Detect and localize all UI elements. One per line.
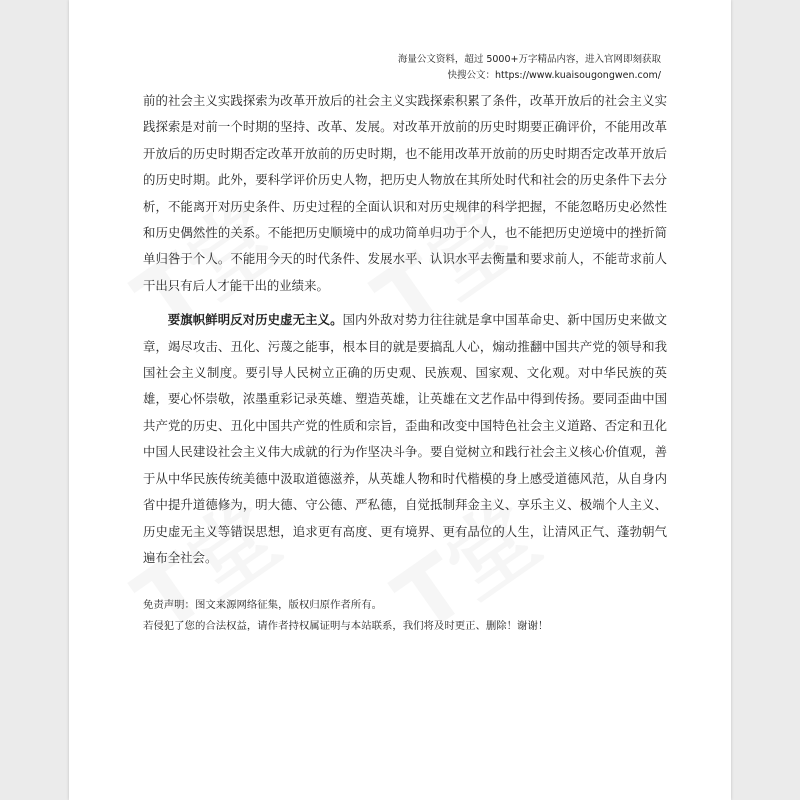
- paragraph-1: 前的社会主义实践探索为改革开放后的社会主义实践探索积累了条件，改革开放后的社会主义实践探索是对前一个时期的坚持、改革、发展。对改革开放前的历史时期要正确评价，不能用改革开放后的历史时期否定改革开放前的历史时期，也不能用改革开放前的历史时期否定改革开放后的历史时期。此外，要科学评价历史人物，把历史人物放在其所处时代和社会的历史条件下去分析，不能离开对历史条件、历史过程的全面认识和对历史规律的科学把握，不能忽略历史必然性和历史偶然性的关系。不能把历史顺境中的成功简单归功于个人，也不能把历史逆境中的挫折简单归咎于个人。不能用今天的时代条件、发展水平、认识水平去衡量和要求前人，不能苛求前人干出只有后人才能干出的业绩来。: [143, 93, 667, 293]
- disclaimer-line-2: 若侵犯了您的合法权益，请作者持权属证明与本站联系，我们将及时更正、删除！谢谢！: [143, 620, 549, 632]
- document-body: [143, 88, 667, 571]
- page-header: [398, 52, 661, 84]
- header-promo-text: 海量公文资料，超过 5000+万字精品内容，进入官网即刻获取: [397, 54, 661, 65]
- paragraph-2-heading: 要旗帜鲜明反对历史虚无主义。: [167, 312, 343, 328]
- paragraph-2: [143, 307, 667, 571]
- header-site-link[interactable]: 快搜公文：https://www.kuaisougongwen.com/: [447, 70, 661, 81]
- paragraph-2-text: 国内外敌对势力往往就是拿中国革命史、新中国历史来做文章，竭尽攻击、丑化、污蔑之能事，根本目的就是要搞乱人心，煽动推翻中国共产党的领导和我国社会主义制度。要引导人民树立正确的历史观、民族观、国家观、文化观。对中华民族的英雄，要心怀崇敬，浓墨重彩记录英雄、塑造英雄，让英雄在文艺作品中得到传扬。要同歪曲中国共产党的历史、丑化中国共产党的性质和宗旨，歪曲和改变中国特色社会主义道路、否定和丑化中国人民建设社会主义伟大成就的行为作坚决斗争。要自觉树立和践行社会主义核心价值观，善于从中华民族传统美德中汲取道德滋养，从英雄人物和时代楷模的身上感受道德风范，从自身内省中提升道德修为，明大德、守公德、严私德，自觉抵制拜金主义、享乐主义、极端个人主义、历史虚无主义等错误思想，追求更有高度、更有境界、更有品位的人生，让清风正气、蓬勃朝气遍布全社会。: [143, 312, 668, 565]
- disclaimer-line-1: 免责声明：图文来源网络征集，版权归原作者所有。: [143, 599, 382, 611]
- disclaimer: [143, 595, 683, 637]
- document-page: [69, 0, 731, 800]
